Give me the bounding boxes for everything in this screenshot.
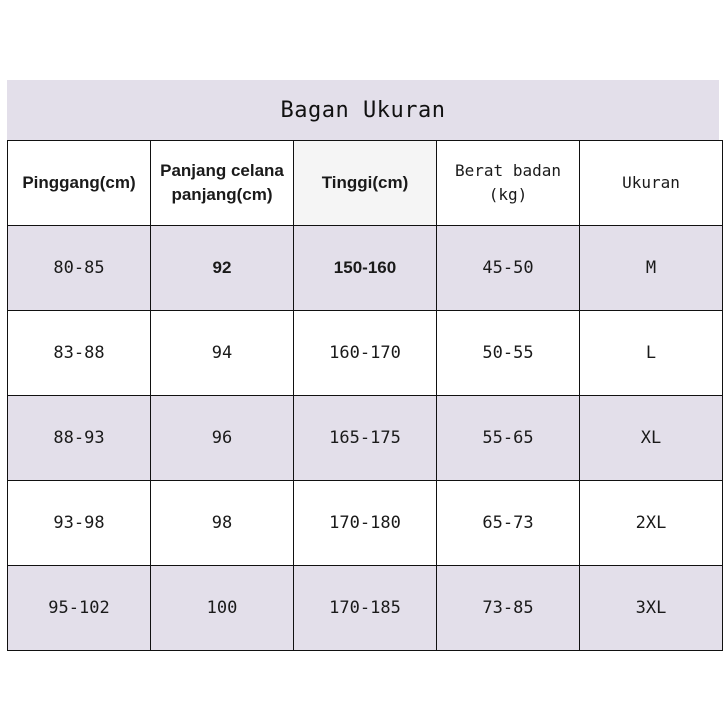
cell-height: 160-170 — [294, 311, 437, 396]
cell-weight: 73-85 — [437, 566, 580, 651]
cell-pants-length: 96 — [151, 396, 294, 481]
cell-size: 2XL — [580, 481, 723, 566]
cell-size: M — [580, 226, 723, 311]
cell-weight: 45-50 — [437, 226, 580, 311]
header-size: Ukuran — [580, 141, 723, 226]
cell-pants-length: 98 — [151, 481, 294, 566]
cell-height: 170-185 — [294, 566, 437, 651]
cell-waist: 95-102 — [8, 566, 151, 651]
table-row — [8, 481, 723, 566]
size-chart — [7, 80, 719, 646]
chart-title: Bagan Ukuran — [7, 80, 719, 140]
cell-size: XL — [580, 396, 723, 481]
header-weight: Berat badan (kg) — [437, 141, 580, 226]
header-height: Tinggi(cm) — [294, 141, 437, 226]
cell-height: 165-175 — [294, 396, 437, 481]
header-pants-length: Panjang celana panjang(cm) — [151, 141, 294, 226]
table-row — [8, 566, 723, 651]
cell-weight: 55-65 — [437, 396, 580, 481]
cell-pants-length: 100 — [151, 566, 294, 651]
cell-pants-length: 92 — [151, 226, 294, 311]
size-table — [7, 140, 723, 651]
table-row — [8, 396, 723, 481]
table-row — [8, 311, 723, 396]
cell-waist: 83-88 — [8, 311, 151, 396]
cell-waist: 88-93 — [8, 396, 151, 481]
table-row — [8, 226, 723, 311]
cell-weight: 65-73 — [437, 481, 580, 566]
cell-weight: 50-55 — [437, 311, 580, 396]
cell-pants-length: 94 — [151, 311, 294, 396]
cell-size: L — [580, 311, 723, 396]
header-waist: Pinggang(cm) — [8, 141, 151, 226]
cell-size: 3XL — [580, 566, 723, 651]
cell-height: 150-160 — [294, 226, 437, 311]
cell-waist: 93-98 — [8, 481, 151, 566]
header-row — [8, 141, 723, 226]
cell-height: 170-180 — [294, 481, 437, 566]
cell-waist: 80-85 — [8, 226, 151, 311]
